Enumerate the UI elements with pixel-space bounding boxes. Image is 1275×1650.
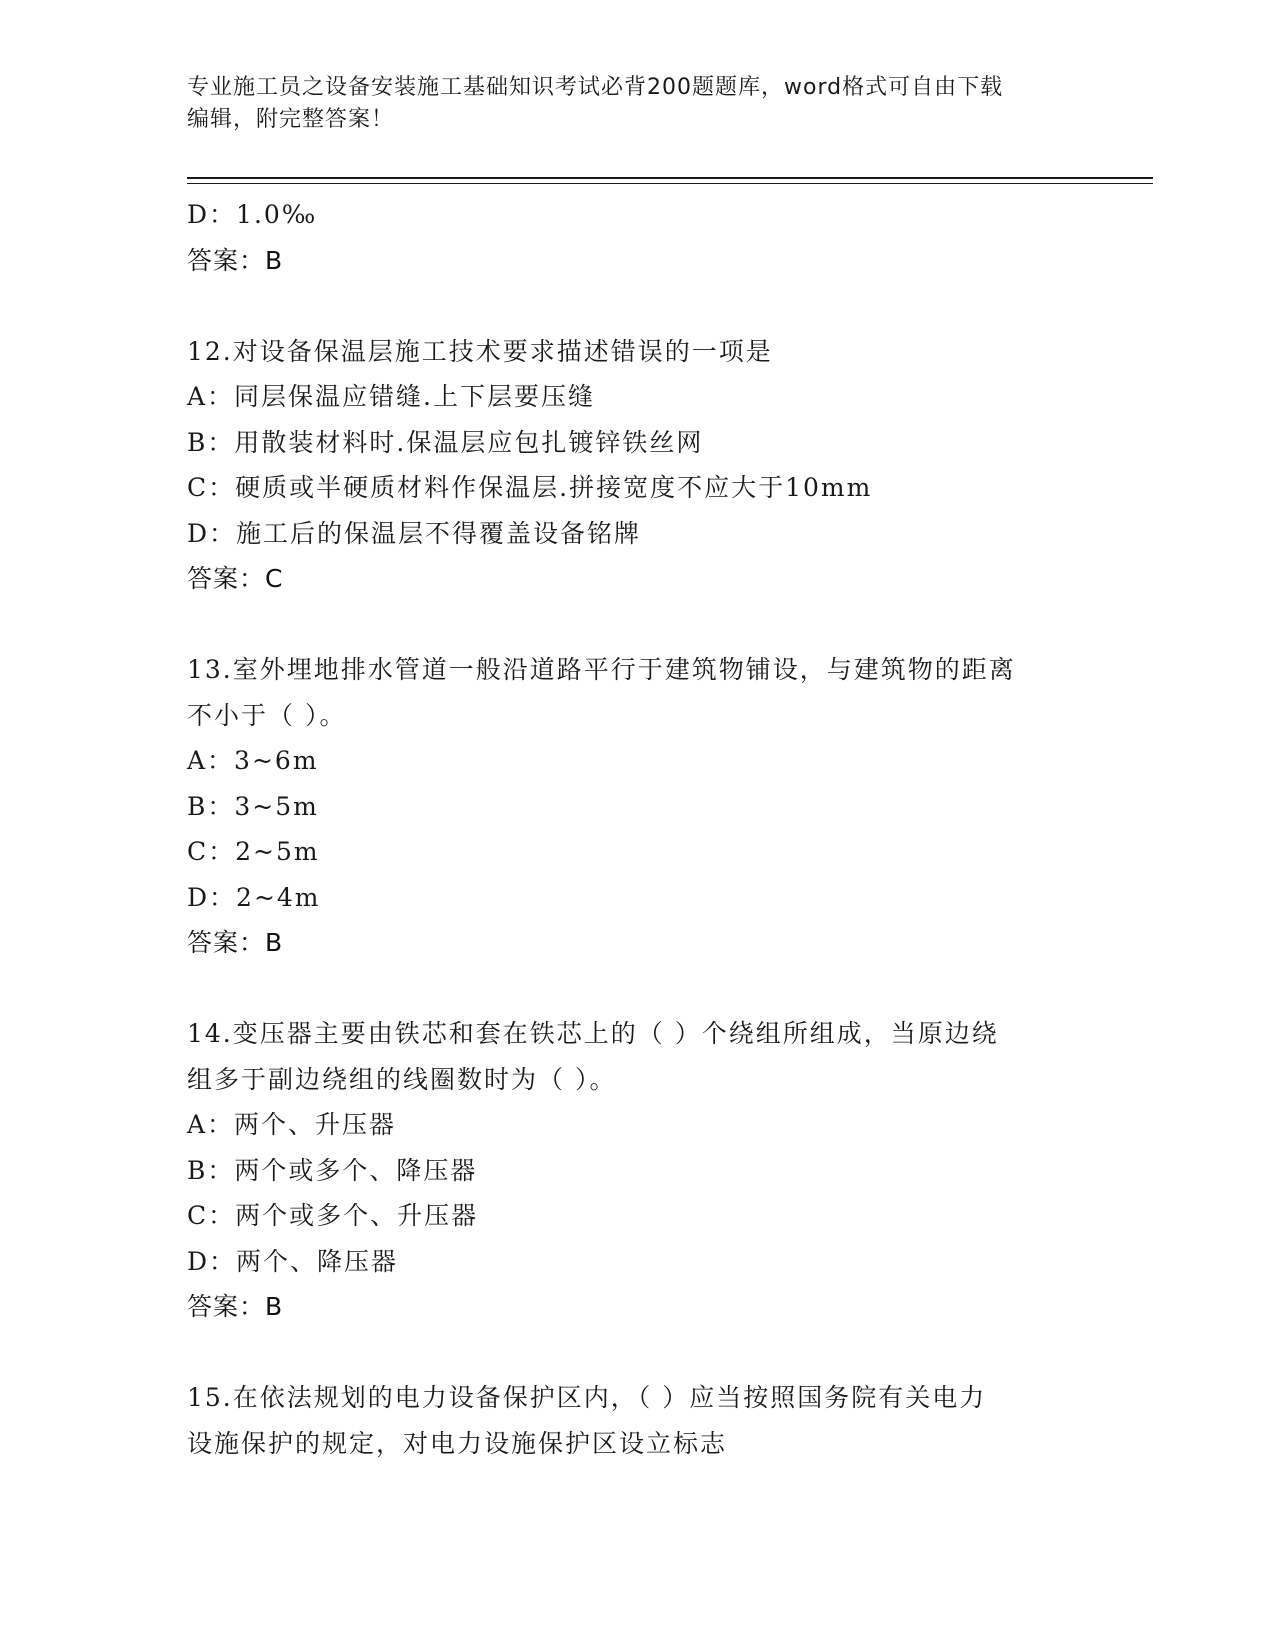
question-stem-line-1: 13.室外埋地排水管道一般沿道路平行于建筑物铺设，与建筑物的距离 xyxy=(187,655,1016,684)
option-a: A：同层保温应错缝.上下层要压缝 xyxy=(187,382,596,411)
option-d: D：1.0‰ xyxy=(187,200,318,229)
option-a: A：两个、升压器 xyxy=(187,1110,397,1139)
option-c: C：两个或多个、升压器 xyxy=(187,1201,479,1230)
option-b: B：用散装材料时.保温层应包扎镀锌铁丝网 xyxy=(187,427,704,457)
option-b: B：3~5m xyxy=(187,791,319,821)
question-stem-line-2: 组多于副边绕组的线圈数时为（ ）。 xyxy=(187,1064,617,1094)
option-d: D：施工后的保温层不得覆盖设备铭牌 xyxy=(187,518,642,548)
answer-line: 答案：B xyxy=(187,245,284,275)
option-d: D：两个、降压器 xyxy=(187,1246,399,1276)
spacer xyxy=(187,1330,1087,1376)
question-14 xyxy=(187,1011,1087,1330)
spacer xyxy=(187,602,1087,648)
answer-line: 答案：C xyxy=(187,564,284,593)
spacer xyxy=(187,283,1087,329)
option-c: C：硬质或半硬质材料作保温层.拼接宽度不应大于10mm xyxy=(187,473,873,502)
option-b: B：两个或多个、降压器 xyxy=(187,1155,478,1185)
header-line-2: 编辑，附完整答案！ xyxy=(187,107,395,132)
question-13 xyxy=(187,647,1087,966)
previous-question-tail xyxy=(187,192,1087,283)
header-rule-thick xyxy=(187,177,1153,179)
header-line-1: 专业施工员之设备安装施工基础知识考试必背200题题库，word格式可自由下载 xyxy=(187,75,1004,100)
header-rule-thin xyxy=(187,183,1153,184)
question-stem-line-1: 14.变压器主要由铁芯和套在铁芯上的（ ）个绕组所组成，当原边绕 xyxy=(187,1019,999,1048)
option-a: A：3~6m xyxy=(187,746,319,775)
answer-line: 答案：B xyxy=(187,928,284,957)
spacer xyxy=(187,966,1087,1012)
answer-line: 答案：B xyxy=(187,1292,284,1321)
question-stem: 12.对设备保温层施工技术要求描述错误的一项是 xyxy=(187,336,773,366)
question-stem-line-2: 不小于（ ）。 xyxy=(187,700,347,730)
document-body xyxy=(187,192,1087,1466)
question-15 xyxy=(187,1375,1087,1466)
option-c: C：2~5m xyxy=(187,837,320,866)
document-header xyxy=(187,72,1067,136)
question-stem-line-1: 15.在依法规划的电力设备保护区内，（ ）应当按照国务院有关电力 xyxy=(187,1383,987,1412)
option-d: D：2~4m xyxy=(187,882,321,912)
question-stem-line-2: 设施保护的规定，对电力设施保护区设立标志 xyxy=(187,1428,728,1458)
question-12 xyxy=(187,329,1087,602)
